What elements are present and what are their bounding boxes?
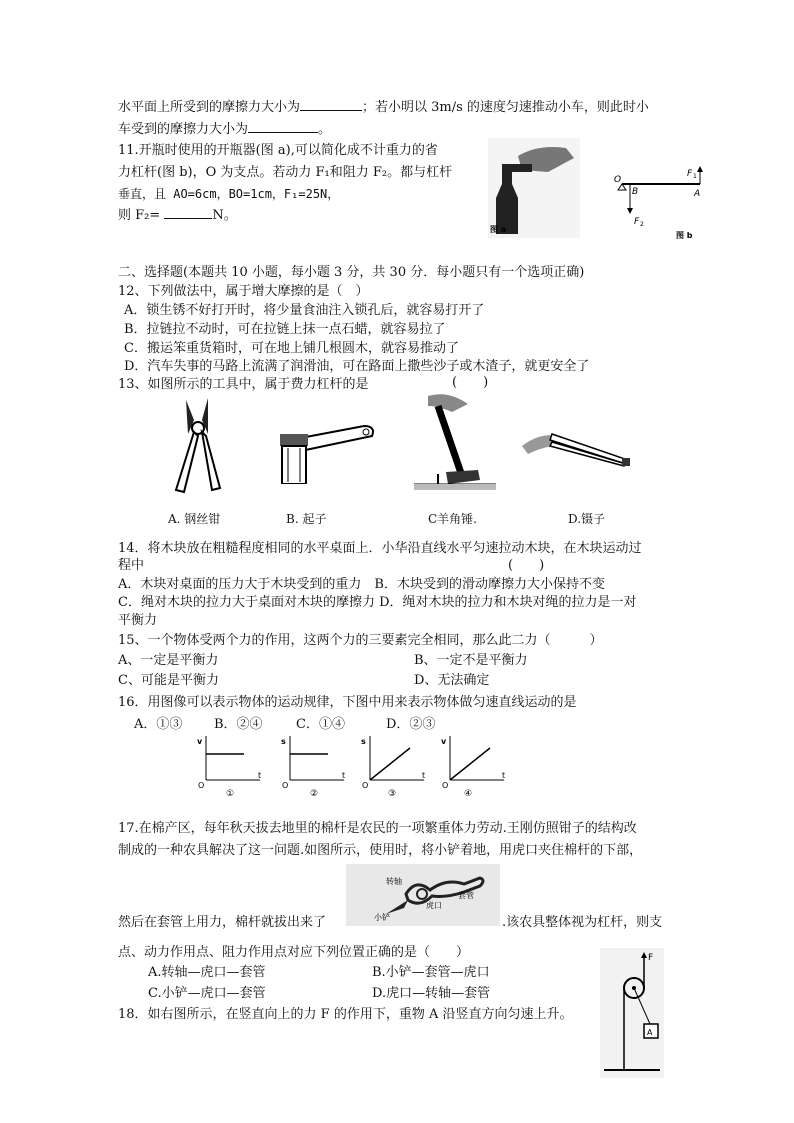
q17-option-b[interactable]: B.小铲—套管—虎口 — [372, 965, 490, 980]
q14-stem-2: 程中 — [118, 558, 145, 573]
point-o-label: O — [614, 175, 622, 185]
q17-option-d[interactable]: D.虎口—转轴—套管 — [372, 986, 491, 1001]
q11-line-1: 11.开瓶时使用的开瓶器(图 a),可以简化成不计重力的省 — [118, 143, 438, 158]
q13-caption-b[interactable]: B. 起子 — [286, 512, 327, 526]
f1-sub: 1 — [693, 173, 697, 180]
q13-stem-text: 13、如图所示的工具中，属于费力杠杆的是 — [118, 377, 369, 392]
q17-option-c[interactable]: C.小铲—虎口—套管 — [148, 986, 266, 1001]
q14-options-3: 平衡力 — [118, 613, 158, 628]
x-axis-label: t — [422, 771, 426, 780]
claw-hammer-figure — [408, 392, 498, 492]
q14-paren: ( ) — [508, 558, 545, 573]
origin-label: O — [362, 781, 369, 790]
q12-option-c[interactable]: C．搬运笨重货箱时，可在地上铺几根圆木，就容易推动了 — [124, 341, 459, 356]
x-axis-label: t — [502, 771, 506, 780]
cotton-puller-figure — [346, 864, 500, 926]
q17-stem-3a: 然后在套管上用力，棉杆就拔出来了 — [118, 915, 327, 930]
force-label: F — [648, 953, 654, 963]
graph-number: ④ — [464, 789, 473, 799]
fig-b-label: 图 b — [676, 231, 693, 240]
q16-graph-1 — [196, 732, 266, 800]
q11-figure-b — [614, 160, 706, 240]
q16-graph-2 — [280, 732, 350, 800]
point-b-label: B — [632, 187, 639, 197]
origin-label: O — [198, 781, 205, 790]
f2-label: F — [634, 217, 640, 227]
bottle-cap-icon — [280, 434, 308, 446]
x-axis-label: t — [342, 771, 346, 780]
q18-stem: 18．如右图所示，在竖直向上的力 F 的作用下，重物 A 沿竖直方向匀速上升。 — [118, 1007, 573, 1022]
wood-board — [414, 484, 496, 490]
q15-stem: 15、一个物体受两个力的作用，这两个力的三要素完全相同，那么此二力（ ） — [118, 633, 603, 648]
f1-arrowhead-icon — [697, 166, 703, 172]
bottle-neck-icon — [282, 446, 306, 484]
q10-text-1a: 水平面上所受到的摩擦力大小为 — [118, 100, 301, 115]
q17-stem-1: 17.在棉产区，每年秋天拔去地里的棉杆是农民的一项繁重体力劳动.王刚仿照钳子的结构改 — [118, 821, 637, 836]
label-pivot: 转轴 — [386, 877, 402, 886]
tweezers-object-icon — [622, 458, 630, 466]
q13-stem — [118, 376, 369, 393]
q16-stem: 16．用图像可以表示物体的运动规律，下图中用来表示物体做匀速直线运动的是 — [118, 695, 577, 710]
q11-figure-a — [488, 138, 580, 238]
origin-label: O — [282, 781, 289, 790]
q12-option-d[interactable]: D．汽车失事的马路上流满了润滑油，可在路面上撒些沙子或木渣子，就更安全了 — [124, 359, 590, 374]
q17-stem-4: 点、动力作用点、阻力作用点对应下列位置正确的是（ ） — [118, 945, 470, 960]
q11-line-4 — [118, 206, 237, 224]
tweezers-figure — [516, 420, 638, 472]
label-sleeve: 套管 — [458, 891, 474, 900]
q16-option-b[interactable]: B．②④ — [214, 717, 263, 732]
graph-line — [450, 748, 490, 780]
q12-stem: 12、下列做法中，属于增大摩擦的是（ ） — [118, 284, 369, 299]
graph-number: ② — [310, 789, 319, 799]
q14-stem-1: 14．将木块放在粗糙程度相同的水平桌面上．小华沿直线水平匀速拉动木块，在木块运动过 — [118, 541, 642, 556]
q10-text-2b: 。 — [318, 122, 332, 137]
y-axis-label: v — [197, 737, 203, 746]
q13-caption-d[interactable]: D.镊子 — [568, 512, 606, 526]
graph-number: ③ — [388, 789, 397, 799]
pliers-figure — [168, 394, 228, 494]
point-a-label: A — [694, 189, 701, 199]
q17-stem-2: 制成的一种农具解决了这一问题.如图所示，使用时，将小铲着地，用虎口夹住棉杆的下部， — [118, 843, 643, 858]
q13-caption-c[interactable]: C羊角锤. — [428, 512, 477, 526]
q10-line-1 — [118, 98, 649, 116]
q11-text-4b: N。 — [212, 208, 237, 223]
weight-label: A — [647, 1028, 653, 1037]
pliers-handle-left — [176, 432, 198, 492]
hand-icon — [428, 394, 468, 412]
x-axis-label: t — [258, 771, 262, 780]
origin-label: O — [442, 781, 449, 790]
label-shovel: 小铲 — [374, 913, 390, 922]
y-axis-label: s — [361, 737, 366, 746]
label-jaw: 虎口 — [426, 901, 442, 910]
q10-line-2 — [118, 120, 331, 138]
hammer-handle — [438, 406, 462, 476]
graph-number: ① — [226, 789, 235, 799]
section-2-heading: 二、选择题(本题共 10 小题，每小题 3 分，共 30 分．每小题只有一个选项正确) — [118, 265, 585, 280]
bottle-opener-figure — [272, 420, 380, 484]
q17-option-a[interactable]: A.转轴—虎口—套管 — [148, 965, 266, 980]
pliers-handle-right — [202, 432, 220, 490]
q16-graph-4 — [440, 732, 510, 800]
q12-option-b[interactable]: B．拉链拉不动时，可在拉链上抹一点石蜡，就容易拉了 — [124, 322, 446, 337]
fig-a-label: 图 a — [490, 225, 507, 234]
q16-option-d[interactable]: D．②③ — [386, 717, 436, 732]
f2-arrowhead-icon — [627, 208, 633, 214]
q17-stem-3b: .该农具整体视为杠杆，则支 — [502, 915, 663, 930]
q15-option-a[interactable]: A、一定是平衡力 — [118, 653, 219, 668]
f2-sub: 2 — [640, 221, 644, 228]
opener-icon — [502, 164, 532, 172]
q11-line-3: 垂直，且 AO=6cm，BO=1cm，F₁=25N， — [118, 187, 340, 201]
y-axis-label: v — [441, 737, 447, 746]
f1-label: F — [687, 169, 693, 179]
q11-answer-blank[interactable] — [164, 206, 212, 219]
q10-text-1b: ；若小明以 3m/s 的速度匀速推动小车，则此时小 — [362, 100, 649, 115]
q11-line-2: 力杠杆(图 b)，O 为支点。若动力 F₁和阻力 F₂。都与杠杆 — [118, 165, 453, 180]
q11-text-4a: 则 F₂= — [118, 208, 161, 223]
q16-graph-3 — [360, 732, 430, 800]
q15-option-c[interactable]: C、可能是平衡力 — [118, 673, 219, 688]
q15-option-b[interactable]: B、一定不是平衡力 — [414, 653, 528, 668]
q13-paren: ( ) — [452, 375, 489, 390]
pulley-figure — [600, 948, 664, 1078]
y-axis-label: s — [281, 737, 286, 746]
q10-text-2a: 车受到的摩擦力大小为 — [118, 122, 249, 137]
q16-option-a[interactable]: A．①③ — [134, 717, 183, 732]
q10-blank-2[interactable] — [248, 120, 318, 133]
q13-caption-a[interactable]: A. 钢丝钳 — [168, 512, 221, 526]
q14-options-1[interactable]: A．木块对桌面的压力大于木块受到的重力 B．木块受到的滑动摩擦力大小保持不变 — [118, 577, 605, 592]
q12-option-a[interactable]: A．锁生锈不好打开时，将少量食油注入锁孔后，就容易打开了 — [124, 303, 485, 318]
q14-options-2[interactable]: C．绳对木块的拉力大于桌面对木块的摩擦力 D．绳对木块的拉力和木块对绳的拉力是一对 — [118, 595, 637, 610]
q15-option-d[interactable]: D、无法确定 — [414, 673, 490, 688]
q16-option-c[interactable]: C．①④ — [296, 717, 345, 732]
hammer-head-icon — [446, 470, 480, 484]
graph-line — [370, 748, 410, 780]
q10-blank-1[interactable] — [300, 98, 362, 111]
